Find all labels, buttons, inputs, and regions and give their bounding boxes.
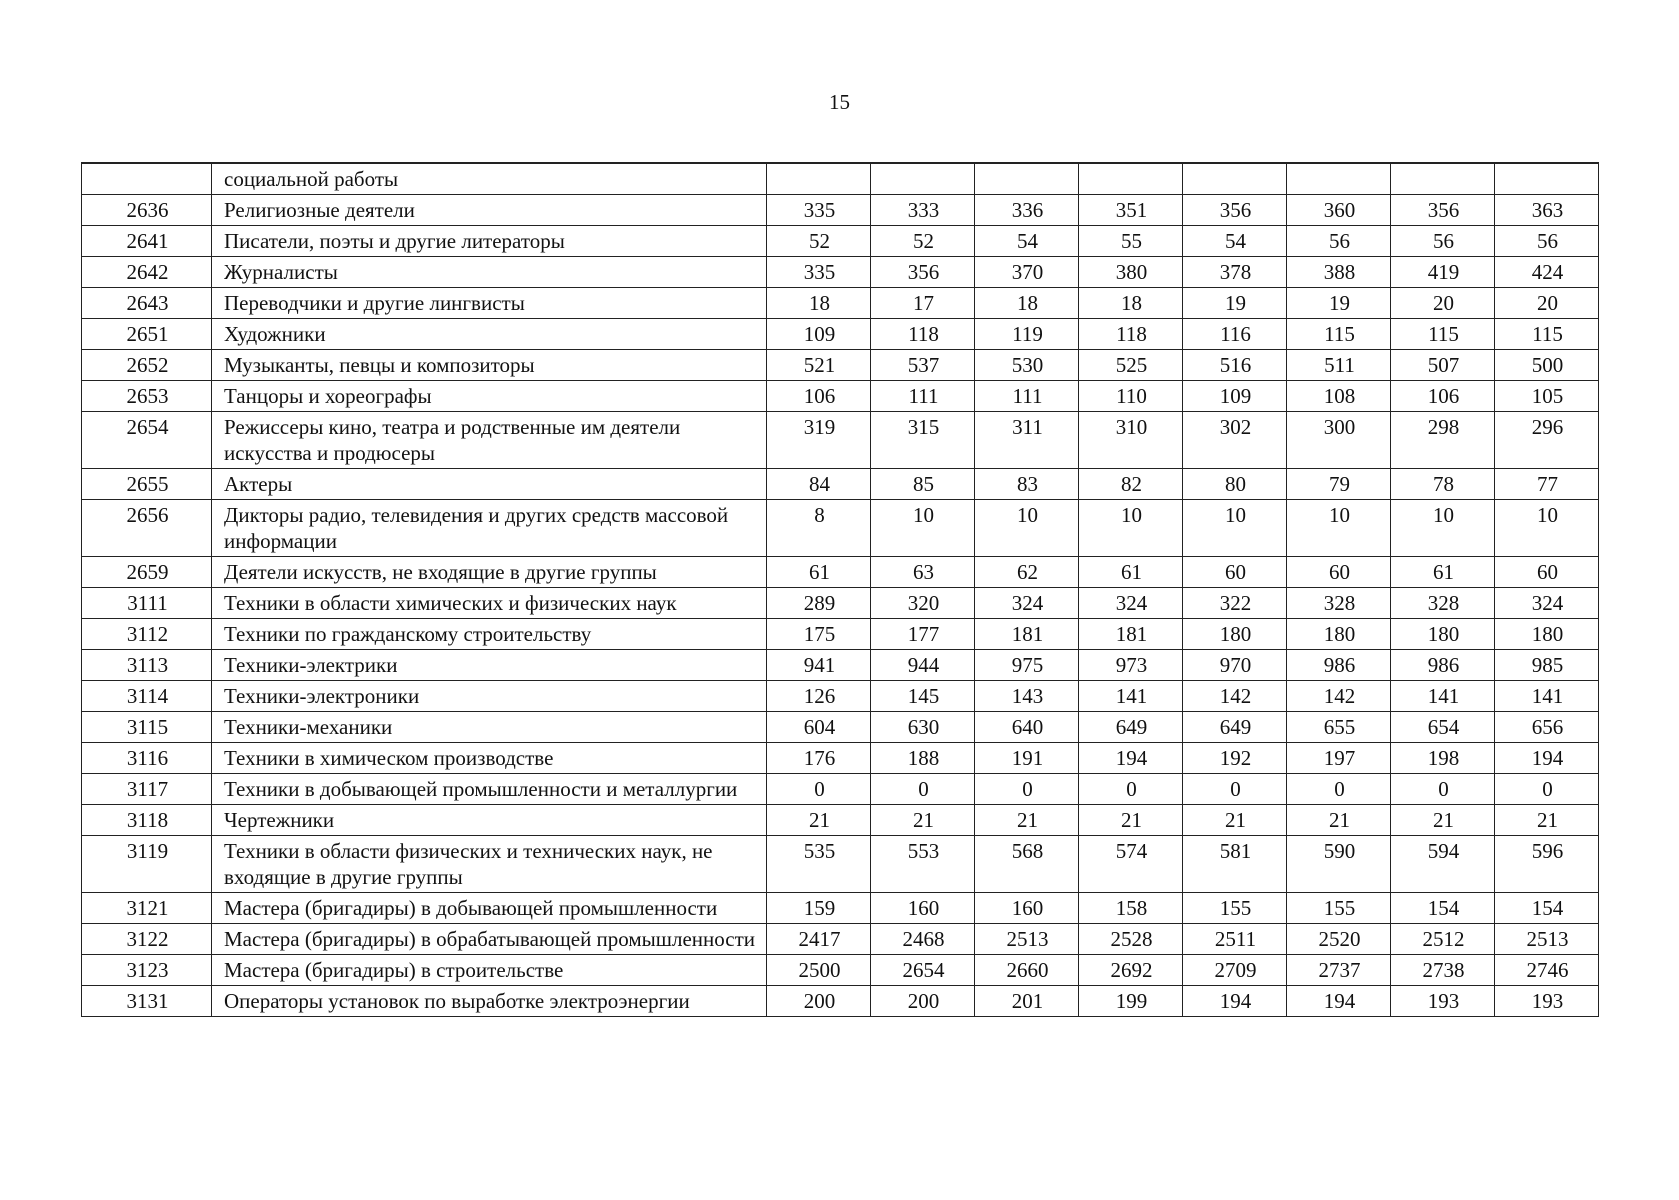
row-value: 61 bbox=[767, 557, 871, 588]
row-value: 530 bbox=[975, 350, 1079, 381]
row-value: 388 bbox=[1287, 257, 1391, 288]
row-value: 194 bbox=[1287, 986, 1391, 1017]
row-value: 21 bbox=[1079, 805, 1183, 836]
row-code: 3115 bbox=[82, 712, 212, 743]
row-occupation-name: Журналисты bbox=[212, 257, 767, 288]
row-value: 590 bbox=[1287, 836, 1391, 893]
row-value: 18 bbox=[1079, 288, 1183, 319]
row-value: 54 bbox=[1183, 226, 1287, 257]
row-value: 56 bbox=[1287, 226, 1391, 257]
table-row bbox=[82, 469, 1599, 500]
row-value: 154 bbox=[1391, 893, 1495, 924]
table-row bbox=[82, 924, 1599, 955]
row-code: 3119 bbox=[82, 836, 212, 893]
row-value: 649 bbox=[1183, 712, 1287, 743]
row-value: 604 bbox=[767, 712, 871, 743]
table-row bbox=[82, 195, 1599, 226]
row-value: 333 bbox=[871, 195, 975, 226]
row-occupation-name: Дикторы радио, телевидения и других средств массовой информации bbox=[212, 500, 767, 557]
row-value: 177 bbox=[871, 619, 975, 650]
row-value: 21 bbox=[975, 805, 1079, 836]
row-value: 158 bbox=[1079, 893, 1183, 924]
row-value: 20 bbox=[1495, 288, 1599, 319]
row-value bbox=[975, 163, 1079, 195]
row-value: 649 bbox=[1079, 712, 1183, 743]
row-value: 328 bbox=[1391, 588, 1495, 619]
row-value: 356 bbox=[871, 257, 975, 288]
row-occupation-name: Техники-электрики bbox=[212, 650, 767, 681]
row-value: 0 bbox=[1495, 774, 1599, 805]
row-value: 289 bbox=[767, 588, 871, 619]
row-value: 194 bbox=[1495, 743, 1599, 774]
row-value: 507 bbox=[1391, 350, 1495, 381]
row-code: 2655 bbox=[82, 469, 212, 500]
row-value: 0 bbox=[1183, 774, 1287, 805]
row-value: 142 bbox=[1287, 681, 1391, 712]
row-value: 19 bbox=[1183, 288, 1287, 319]
row-value: 973 bbox=[1079, 650, 1183, 681]
row-value: 594 bbox=[1391, 836, 1495, 893]
row-value: 193 bbox=[1495, 986, 1599, 1017]
row-value: 106 bbox=[1391, 381, 1495, 412]
row-value: 2692 bbox=[1079, 955, 1183, 986]
row-occupation-name: Мастера (бригадиры) в добывающей промышленности bbox=[212, 893, 767, 924]
row-value: 324 bbox=[1079, 588, 1183, 619]
row-value: 296 bbox=[1495, 412, 1599, 469]
row-value: 322 bbox=[1183, 588, 1287, 619]
row-value: 55 bbox=[1079, 226, 1183, 257]
row-value: 85 bbox=[871, 469, 975, 500]
row-value: 19 bbox=[1287, 288, 1391, 319]
row-occupation-name: Техники в добывающей промышленности и металлургии bbox=[212, 774, 767, 805]
row-value: 2513 bbox=[1495, 924, 1599, 955]
table-row bbox=[82, 805, 1599, 836]
row-value: 17 bbox=[871, 288, 975, 319]
row-value: 0 bbox=[1287, 774, 1391, 805]
row-value: 363 bbox=[1495, 195, 1599, 226]
row-value: 2417 bbox=[767, 924, 871, 955]
row-code: 3122 bbox=[82, 924, 212, 955]
table-row bbox=[82, 288, 1599, 319]
row-occupation-name: Операторы установок по выработке электроэнергии bbox=[212, 986, 767, 1017]
row-value: 986 bbox=[1391, 650, 1495, 681]
row-value: 2513 bbox=[975, 924, 1079, 955]
table-row bbox=[82, 955, 1599, 986]
row-value: 311 bbox=[975, 412, 1079, 469]
row-occupation-name: Музыканты, певцы и композиторы bbox=[212, 350, 767, 381]
row-value: 320 bbox=[871, 588, 975, 619]
row-value: 568 bbox=[975, 836, 1079, 893]
row-value: 310 bbox=[1079, 412, 1183, 469]
row-value: 80 bbox=[1183, 469, 1287, 500]
row-value: 82 bbox=[1079, 469, 1183, 500]
row-value: 2709 bbox=[1183, 955, 1287, 986]
row-code: 2642 bbox=[82, 257, 212, 288]
row-value: 360 bbox=[1287, 195, 1391, 226]
row-value: 378 bbox=[1183, 257, 1287, 288]
row-value: 60 bbox=[1495, 557, 1599, 588]
row-code: 3131 bbox=[82, 986, 212, 1017]
row-value: 180 bbox=[1495, 619, 1599, 650]
row-value: 111 bbox=[975, 381, 1079, 412]
occupation-table bbox=[81, 162, 1599, 1017]
row-value bbox=[767, 163, 871, 195]
row-code: 3123 bbox=[82, 955, 212, 986]
row-value: 79 bbox=[1287, 469, 1391, 500]
row-code: 2653 bbox=[82, 381, 212, 412]
row-value bbox=[1391, 163, 1495, 195]
row-value: 154 bbox=[1495, 893, 1599, 924]
row-value: 10 bbox=[871, 500, 975, 557]
row-value: 111 bbox=[871, 381, 975, 412]
row-value: 56 bbox=[1391, 226, 1495, 257]
table-row bbox=[82, 557, 1599, 588]
row-value: 511 bbox=[1287, 350, 1391, 381]
row-code: 2636 bbox=[82, 195, 212, 226]
row-occupation-name: Художники bbox=[212, 319, 767, 350]
row-value: 21 bbox=[1183, 805, 1287, 836]
row-value: 336 bbox=[975, 195, 1079, 226]
row-value: 2511 bbox=[1183, 924, 1287, 955]
row-value: 83 bbox=[975, 469, 1079, 500]
row-value: 54 bbox=[975, 226, 1079, 257]
row-value: 63 bbox=[871, 557, 975, 588]
row-occupation-name: Техники-механики bbox=[212, 712, 767, 743]
row-occupation-name: Танцоры и хореографы bbox=[212, 381, 767, 412]
row-value: 142 bbox=[1183, 681, 1287, 712]
row-value: 2738 bbox=[1391, 955, 1495, 986]
row-value: 630 bbox=[871, 712, 975, 743]
row-value: 180 bbox=[1391, 619, 1495, 650]
row-value: 596 bbox=[1495, 836, 1599, 893]
table-row bbox=[82, 319, 1599, 350]
row-value: 2468 bbox=[871, 924, 975, 955]
row-value: 986 bbox=[1287, 650, 1391, 681]
row-occupation-name: Техники в области физических и технических наук, не входящие в другие группы bbox=[212, 836, 767, 893]
row-code: 3111 bbox=[82, 588, 212, 619]
row-value: 500 bbox=[1495, 350, 1599, 381]
table-row bbox=[82, 350, 1599, 381]
row-value: 181 bbox=[975, 619, 1079, 650]
row-occupation-name: Деятели искусств, не входящие в другие группы bbox=[212, 557, 767, 588]
row-value: 115 bbox=[1495, 319, 1599, 350]
row-value: 985 bbox=[1495, 650, 1599, 681]
row-value: 574 bbox=[1079, 836, 1183, 893]
row-value: 319 bbox=[767, 412, 871, 469]
row-value: 370 bbox=[975, 257, 1079, 288]
table-row bbox=[82, 412, 1599, 469]
table-row bbox=[82, 381, 1599, 412]
row-value: 298 bbox=[1391, 412, 1495, 469]
row-value: 944 bbox=[871, 650, 975, 681]
row-code: 2659 bbox=[82, 557, 212, 588]
row-value: 10 bbox=[1495, 500, 1599, 557]
row-value: 525 bbox=[1079, 350, 1183, 381]
row-value: 300 bbox=[1287, 412, 1391, 469]
row-value: 324 bbox=[1495, 588, 1599, 619]
row-value: 521 bbox=[767, 350, 871, 381]
row-value: 18 bbox=[767, 288, 871, 319]
row-value: 424 bbox=[1495, 257, 1599, 288]
row-value: 145 bbox=[871, 681, 975, 712]
row-occupation-name: Чертежники bbox=[212, 805, 767, 836]
row-value: 324 bbox=[975, 588, 1079, 619]
row-value: 640 bbox=[975, 712, 1079, 743]
row-value: 143 bbox=[975, 681, 1079, 712]
row-value: 335 bbox=[767, 257, 871, 288]
row-occupation-name: Актеры bbox=[212, 469, 767, 500]
row-value bbox=[1079, 163, 1183, 195]
row-value: 181 bbox=[1079, 619, 1183, 650]
row-value: 0 bbox=[767, 774, 871, 805]
row-value: 56 bbox=[1495, 226, 1599, 257]
row-code bbox=[82, 163, 212, 195]
row-value: 192 bbox=[1183, 743, 1287, 774]
row-value: 654 bbox=[1391, 712, 1495, 743]
row-value: 10 bbox=[1391, 500, 1495, 557]
row-value: 160 bbox=[871, 893, 975, 924]
row-occupation-name: социальной работы bbox=[212, 163, 767, 195]
table-row bbox=[82, 163, 1599, 195]
row-value: 20 bbox=[1391, 288, 1495, 319]
row-value: 175 bbox=[767, 619, 871, 650]
row-value: 155 bbox=[1183, 893, 1287, 924]
row-occupation-name: Техники по гражданскому строительству bbox=[212, 619, 767, 650]
row-value: 105 bbox=[1495, 381, 1599, 412]
row-value: 106 bbox=[767, 381, 871, 412]
row-value: 141 bbox=[1079, 681, 1183, 712]
row-value: 141 bbox=[1391, 681, 1495, 712]
row-value: 0 bbox=[871, 774, 975, 805]
row-value: 380 bbox=[1079, 257, 1183, 288]
row-code: 2652 bbox=[82, 350, 212, 381]
row-value: 656 bbox=[1495, 712, 1599, 743]
row-value: 21 bbox=[1391, 805, 1495, 836]
row-value: 78 bbox=[1391, 469, 1495, 500]
row-value: 2512 bbox=[1391, 924, 1495, 955]
row-value: 8 bbox=[767, 500, 871, 557]
row-value: 61 bbox=[1079, 557, 1183, 588]
row-code: 3121 bbox=[82, 893, 212, 924]
row-code: 2641 bbox=[82, 226, 212, 257]
row-occupation-name: Мастера (бригадиры) в строительстве bbox=[212, 955, 767, 986]
row-value: 941 bbox=[767, 650, 871, 681]
table-row bbox=[82, 500, 1599, 557]
row-value: 110 bbox=[1079, 381, 1183, 412]
row-value: 201 bbox=[975, 986, 1079, 1017]
row-value: 10 bbox=[1183, 500, 1287, 557]
row-value: 52 bbox=[767, 226, 871, 257]
row-value bbox=[1183, 163, 1287, 195]
row-value: 199 bbox=[1079, 986, 1183, 1017]
row-value: 2500 bbox=[767, 955, 871, 986]
row-value bbox=[1287, 163, 1391, 195]
row-value: 62 bbox=[975, 557, 1079, 588]
row-value: 109 bbox=[1183, 381, 1287, 412]
row-value: 194 bbox=[1079, 743, 1183, 774]
row-value bbox=[871, 163, 975, 195]
row-occupation-name: Переводчики и другие лингвисты bbox=[212, 288, 767, 319]
table-row bbox=[82, 893, 1599, 924]
row-code: 3113 bbox=[82, 650, 212, 681]
row-value: 581 bbox=[1183, 836, 1287, 893]
table-row bbox=[82, 836, 1599, 893]
row-value: 302 bbox=[1183, 412, 1287, 469]
row-value: 197 bbox=[1287, 743, 1391, 774]
row-occupation-name: Писатели, поэты и другие литераторы bbox=[212, 226, 767, 257]
row-value: 77 bbox=[1495, 469, 1599, 500]
row-value: 180 bbox=[1287, 619, 1391, 650]
row-value: 60 bbox=[1183, 557, 1287, 588]
row-value: 356 bbox=[1183, 195, 1287, 226]
row-value: 191 bbox=[975, 743, 1079, 774]
row-occupation-name: Техники-электроники bbox=[212, 681, 767, 712]
row-value: 115 bbox=[1391, 319, 1495, 350]
row-occupation-name: Религиозные деятели bbox=[212, 195, 767, 226]
row-value: 315 bbox=[871, 412, 975, 469]
row-value: 18 bbox=[975, 288, 1079, 319]
row-value: 126 bbox=[767, 681, 871, 712]
row-value: 116 bbox=[1183, 319, 1287, 350]
row-code: 2656 bbox=[82, 500, 212, 557]
row-code: 2643 bbox=[82, 288, 212, 319]
row-code: 3118 bbox=[82, 805, 212, 836]
row-code: 2654 bbox=[82, 412, 212, 469]
row-value: 118 bbox=[1079, 319, 1183, 350]
row-value: 155 bbox=[1287, 893, 1391, 924]
row-code: 3114 bbox=[82, 681, 212, 712]
table-row bbox=[82, 257, 1599, 288]
row-value: 119 bbox=[975, 319, 1079, 350]
row-occupation-name: Мастера (бригадиры) в обрабатывающей промышленности bbox=[212, 924, 767, 955]
row-value: 970 bbox=[1183, 650, 1287, 681]
table-row bbox=[82, 226, 1599, 257]
row-value: 2660 bbox=[975, 955, 1079, 986]
row-value: 84 bbox=[767, 469, 871, 500]
row-code: 2651 bbox=[82, 319, 212, 350]
row-value: 10 bbox=[975, 500, 1079, 557]
row-value: 198 bbox=[1391, 743, 1495, 774]
row-value: 328 bbox=[1287, 588, 1391, 619]
row-value: 975 bbox=[975, 650, 1079, 681]
table-row bbox=[82, 743, 1599, 774]
row-value: 537 bbox=[871, 350, 975, 381]
table-row bbox=[82, 588, 1599, 619]
row-value: 356 bbox=[1391, 195, 1495, 226]
row-value: 188 bbox=[871, 743, 975, 774]
row-value: 141 bbox=[1495, 681, 1599, 712]
row-value: 193 bbox=[1391, 986, 1495, 1017]
row-value: 419 bbox=[1391, 257, 1495, 288]
row-value: 10 bbox=[1287, 500, 1391, 557]
row-value: 0 bbox=[1391, 774, 1495, 805]
row-value: 60 bbox=[1287, 557, 1391, 588]
row-occupation-name: Техники в области химических и физических наук bbox=[212, 588, 767, 619]
row-value: 535 bbox=[767, 836, 871, 893]
row-value: 21 bbox=[871, 805, 975, 836]
table-row bbox=[82, 681, 1599, 712]
row-value: 180 bbox=[1183, 619, 1287, 650]
row-value: 108 bbox=[1287, 381, 1391, 412]
row-value: 351 bbox=[1079, 195, 1183, 226]
page-number: 15 bbox=[829, 90, 850, 114]
table-row bbox=[82, 774, 1599, 805]
row-code: 3117 bbox=[82, 774, 212, 805]
row-value: 655 bbox=[1287, 712, 1391, 743]
row-code: 3116 bbox=[82, 743, 212, 774]
row-value: 61 bbox=[1391, 557, 1495, 588]
row-value: 21 bbox=[767, 805, 871, 836]
row-value: 21 bbox=[1287, 805, 1391, 836]
row-value: 335 bbox=[767, 195, 871, 226]
row-value: 115 bbox=[1287, 319, 1391, 350]
row-value: 160 bbox=[975, 893, 1079, 924]
row-value: 118 bbox=[871, 319, 975, 350]
row-value: 2654 bbox=[871, 955, 975, 986]
row-value: 159 bbox=[767, 893, 871, 924]
row-value: 2746 bbox=[1495, 955, 1599, 986]
row-value: 553 bbox=[871, 836, 975, 893]
row-occupation-name: Техники в химическом производстве bbox=[212, 743, 767, 774]
row-value: 2528 bbox=[1079, 924, 1183, 955]
row-value: 2737 bbox=[1287, 955, 1391, 986]
row-value: 10 bbox=[1079, 500, 1183, 557]
row-value: 516 bbox=[1183, 350, 1287, 381]
row-value: 0 bbox=[975, 774, 1079, 805]
row-value: 2520 bbox=[1287, 924, 1391, 955]
row-value: 194 bbox=[1183, 986, 1287, 1017]
row-code: 3112 bbox=[82, 619, 212, 650]
row-occupation-name: Режиссеры кино, театра и родственные им деятели искусства и продюсеры bbox=[212, 412, 767, 469]
table-row bbox=[82, 712, 1599, 743]
row-value bbox=[1495, 163, 1599, 195]
table-row bbox=[82, 619, 1599, 650]
table-row bbox=[82, 650, 1599, 681]
row-value: 0 bbox=[1079, 774, 1183, 805]
row-value: 52 bbox=[871, 226, 975, 257]
row-value: 109 bbox=[767, 319, 871, 350]
row-value: 200 bbox=[767, 986, 871, 1017]
row-value: 176 bbox=[767, 743, 871, 774]
table-row bbox=[82, 986, 1599, 1017]
row-value: 21 bbox=[1495, 805, 1599, 836]
table-body bbox=[82, 163, 1599, 1017]
row-value: 200 bbox=[871, 986, 975, 1017]
